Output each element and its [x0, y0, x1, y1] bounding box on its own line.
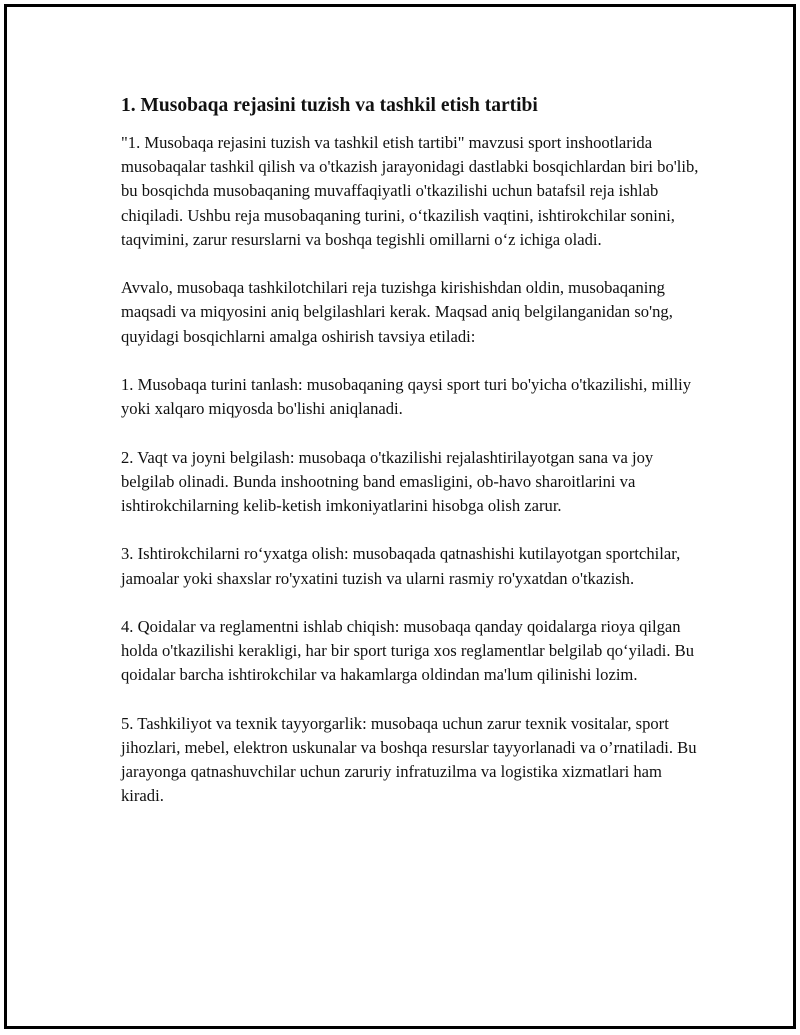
step-3-paragraph: 3. Ishtirokchilarni ro‘yxatga olish: musobaqada qatnashishi kutilayotgan sportchilar, jamoalar yoki shaxslar ro'yxatini tuzish va ularni rasmiy ro'yxatdan o'tkazish.: [121, 544, 681, 588]
step-1-paragraph: 1. Musobaqa turini tanlash: musobaqaning qaysi sport turi bo'yicha o'tkazilishi, milliy yoki xalqaro miqyosda bo'lishi aniqlanadi.: [121, 375, 692, 419]
page-frame: [4, 4, 796, 1029]
document-title: 1. Musobaqa rejasini tuzish va tashkil etish tartibi: [121, 95, 538, 116]
step-5-paragraph: 5. Tashkiliyot va texnik tayyorgarlik: musobaqa uchun zarur texnik vositalar, sport jihozlari, mebel, elektron uskunalar va boshqa resurslar tayyorlanadi va o’rnatiladi. Bu jarayonga qatnashuvchilar uchun zaruriy infratuzilma va logistika xizmatlari ham kiradi.: [121, 713, 697, 806]
step-2-paragraph: 2. Vaqt va joyni belgilash: musobaqa o'tkazilishi rejalashtirilayotgan sana va joy belgilab olinadi. Bunda inshootning band emasligini, ob-havo sharoitlarini va ishtirokchilarning kelib-ketish imkoniyatlarini hisobga olish zarur.: [121, 447, 654, 515]
purpose-paragraph: Avvalo, musobaqa tashkilotchilari reja tuzishga kirishishdan oldin, musobaqaning maqsadi va miqyosini aniq belgilashlari kerak. Maqsad aniq belgilanganidan so'ng, quyidagi bosqichlarni amalga oshirish tavsiya etiladi:: [121, 278, 673, 346]
step-4-paragraph: 4. Qoidalar va reglamentni ishlab chiqish: musobaqa qanday qoidalarga rioya qilgan holda o'tkazilishi kerakligi, har bir sport turiga xos reglamentlar belgilab qo‘yiladi. Bu qoidalar barcha ishtirokchilar va hakamlarga oldindan ma'lum qilinishi lozim.: [121, 616, 695, 685]
intro-paragraph: "1. Musobaqa rejasini tuzish va tashkil etish tartibi" mavzusi sport inshootlarida musobaqalar tashkil qilish va o'tkazish jarayonidagi dastlabki bosqichlardan biri bo'lib, bu bosqichda musobaqaning muvaffaqiyatli o'tkazilishi uchun batafsil reja ishlab chiqiladi. Ushbu reja musobaqaning turini, o‘tkazilish vaqtini, ishtirokchilar sonini, taqvimini, zarur resurslarni va boshqa tegishli omillarni o‘z ichiga oladi.: [121, 133, 699, 249]
document-body: [121, 93, 701, 809]
